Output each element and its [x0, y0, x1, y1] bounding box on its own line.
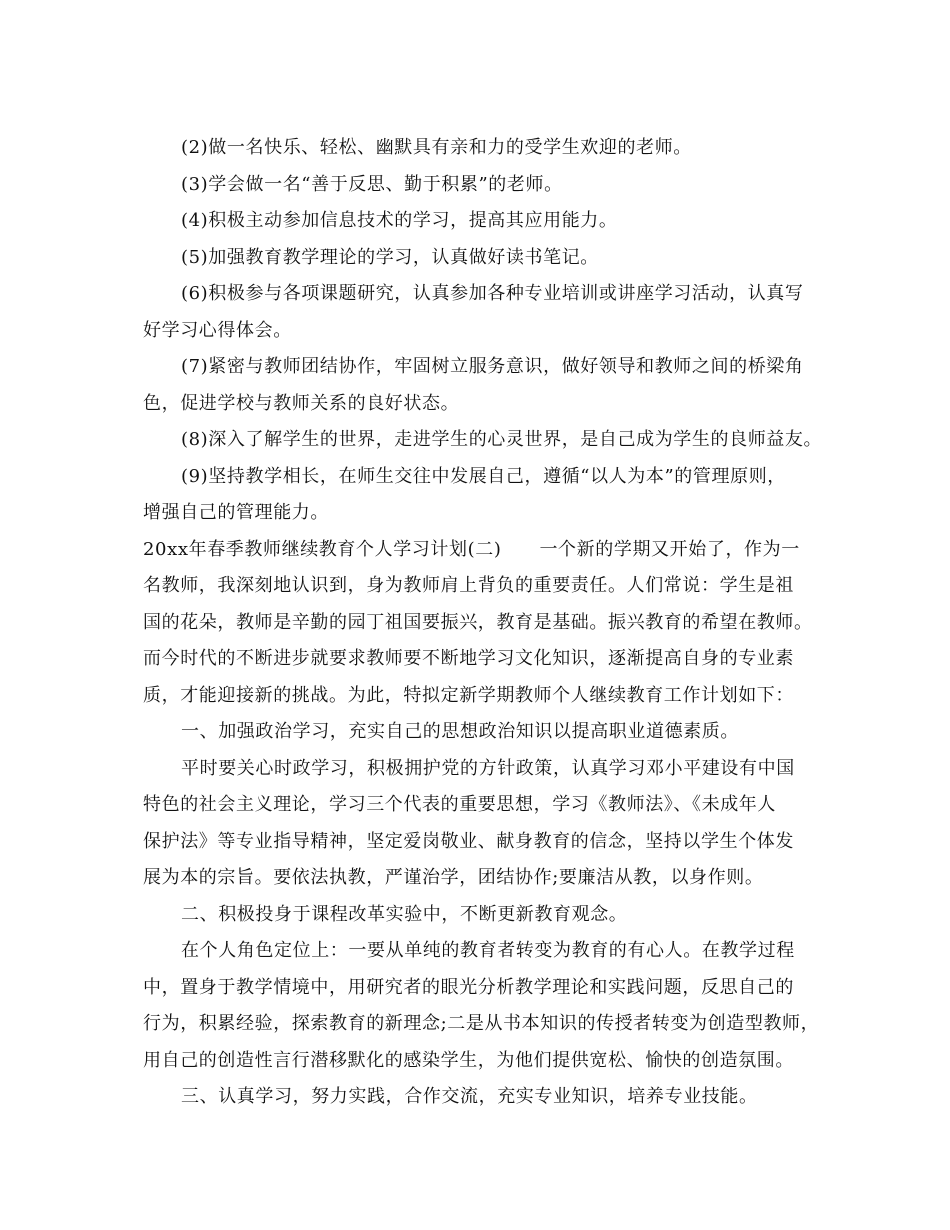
paragraph-line: 行为，积累经验，探索教育的新理念;二是从书本知识的传授者转变为创造型教师， — [143, 1013, 820, 1034]
paragraph-line: 在个人角色定位上：一要从单纯的教育者转变为教育的有心人。在教学过程 — [181, 940, 795, 961]
section-title-line — [143, 532, 828, 569]
paragraph-line: 展为本的宗旨。要依法执教，严谨治学，团结协作;要廉洁从教，以身作则。 — [143, 867, 764, 888]
heading-line: 二、积极投身于课程改革实验中，不断更新教育观念。 — [181, 903, 628, 925]
paragraph-line: (5)加强教育教学理论的学习，认真做好读书笔记。 — [181, 246, 599, 268]
section-title: 20xx年春季教师继续教育个人学习计划(二) — [143, 538, 502, 560]
paragraph-line: 国的花朵，教师是辛勤的园丁祖国要振兴，教育是基础。振兴教育的希望在教师。 — [143, 611, 813, 633]
paragraph-line: (6)积极参与各项课题研究，认真参加各种专业培训或讲座学习活动，认真写 — [181, 283, 804, 304]
heading-line: 三、认真学习，努力实践，合作交流，充实专业知识，培养专业技能。 — [181, 1086, 758, 1107]
paragraph-line: (3)学会做一名“善于反思、勤于积累”的老师。 — [181, 173, 563, 195]
paragraph-start: 一个新的学期又开始了，作为一 — [539, 538, 800, 560]
paragraph-line: 特色的社会主义理论，学习三个代表的重要思想，学习《教师法》、《未成年人 — [143, 794, 776, 815]
paragraph-line: 保护法》等专业指导精神，坚定爱岗敬业、献身教育的信念，坚持以学生个体发 — [143, 830, 794, 852]
paragraph-line: 质，才能迎接新的挑战。为此，特拟定新学期教师个人继续教育工作计划如下： — [143, 684, 794, 706]
paragraph-line: (8)深入了解学生的世界，走进学生的心灵世界，是自己成为学生的良师益友。 — [181, 429, 823, 450]
document-body — [143, 130, 828, 1116]
paragraph-line: (2)做一名快乐、轻松、幽默具有亲和力的受学生欢迎的老师。 — [181, 137, 692, 158]
paragraph-line: 增强自己的管理能力。 — [143, 502, 329, 523]
paragraph-line: 名教师，我深刻地认识到，身为教师肩上背负的重要责任。人们常说：学生是祖 — [143, 575, 794, 596]
paragraph-line: (4)积极主动参加信息技术的学习，提高其应用能力。 — [181, 210, 618, 231]
paragraph-line: 好学习心得体会。 — [143, 319, 292, 341]
paragraph-line: 中，置身于教学情境中，用研究者的眼光分析教学理论和实践问题，反思自己的 — [143, 976, 794, 998]
paragraph-line: 色，促进学校与教师关系的良好状态。 — [143, 392, 460, 414]
paragraph-line: (9)坚持教学相长，在师生交往中发展自己，遵循“以人为本”的管理原则， — [181, 465, 786, 487]
paragraph-line: (7)紧密与教师团结协作，牢固树立服务意识，做好领导和教师之间的桥梁角 — [181, 356, 804, 377]
paragraph-line: 平时要关心时政学习，积极拥护党的方针政策，认真学习邓小平建设有中国 — [181, 757, 795, 779]
heading-line: 一、加强政治学习，充实自己的思想政治知识以提高职业道德素质。 — [181, 721, 739, 742]
paragraph-line: 而今时代的不断进步就要求教师要不断地学习文化知识，逐渐提高自身的专业素 — [143, 648, 794, 669]
paragraph-line: 用自己的创造性言行潜移默化的感染学生，为他们提供宽松、愉快的创造氛围。 — [143, 1049, 794, 1071]
